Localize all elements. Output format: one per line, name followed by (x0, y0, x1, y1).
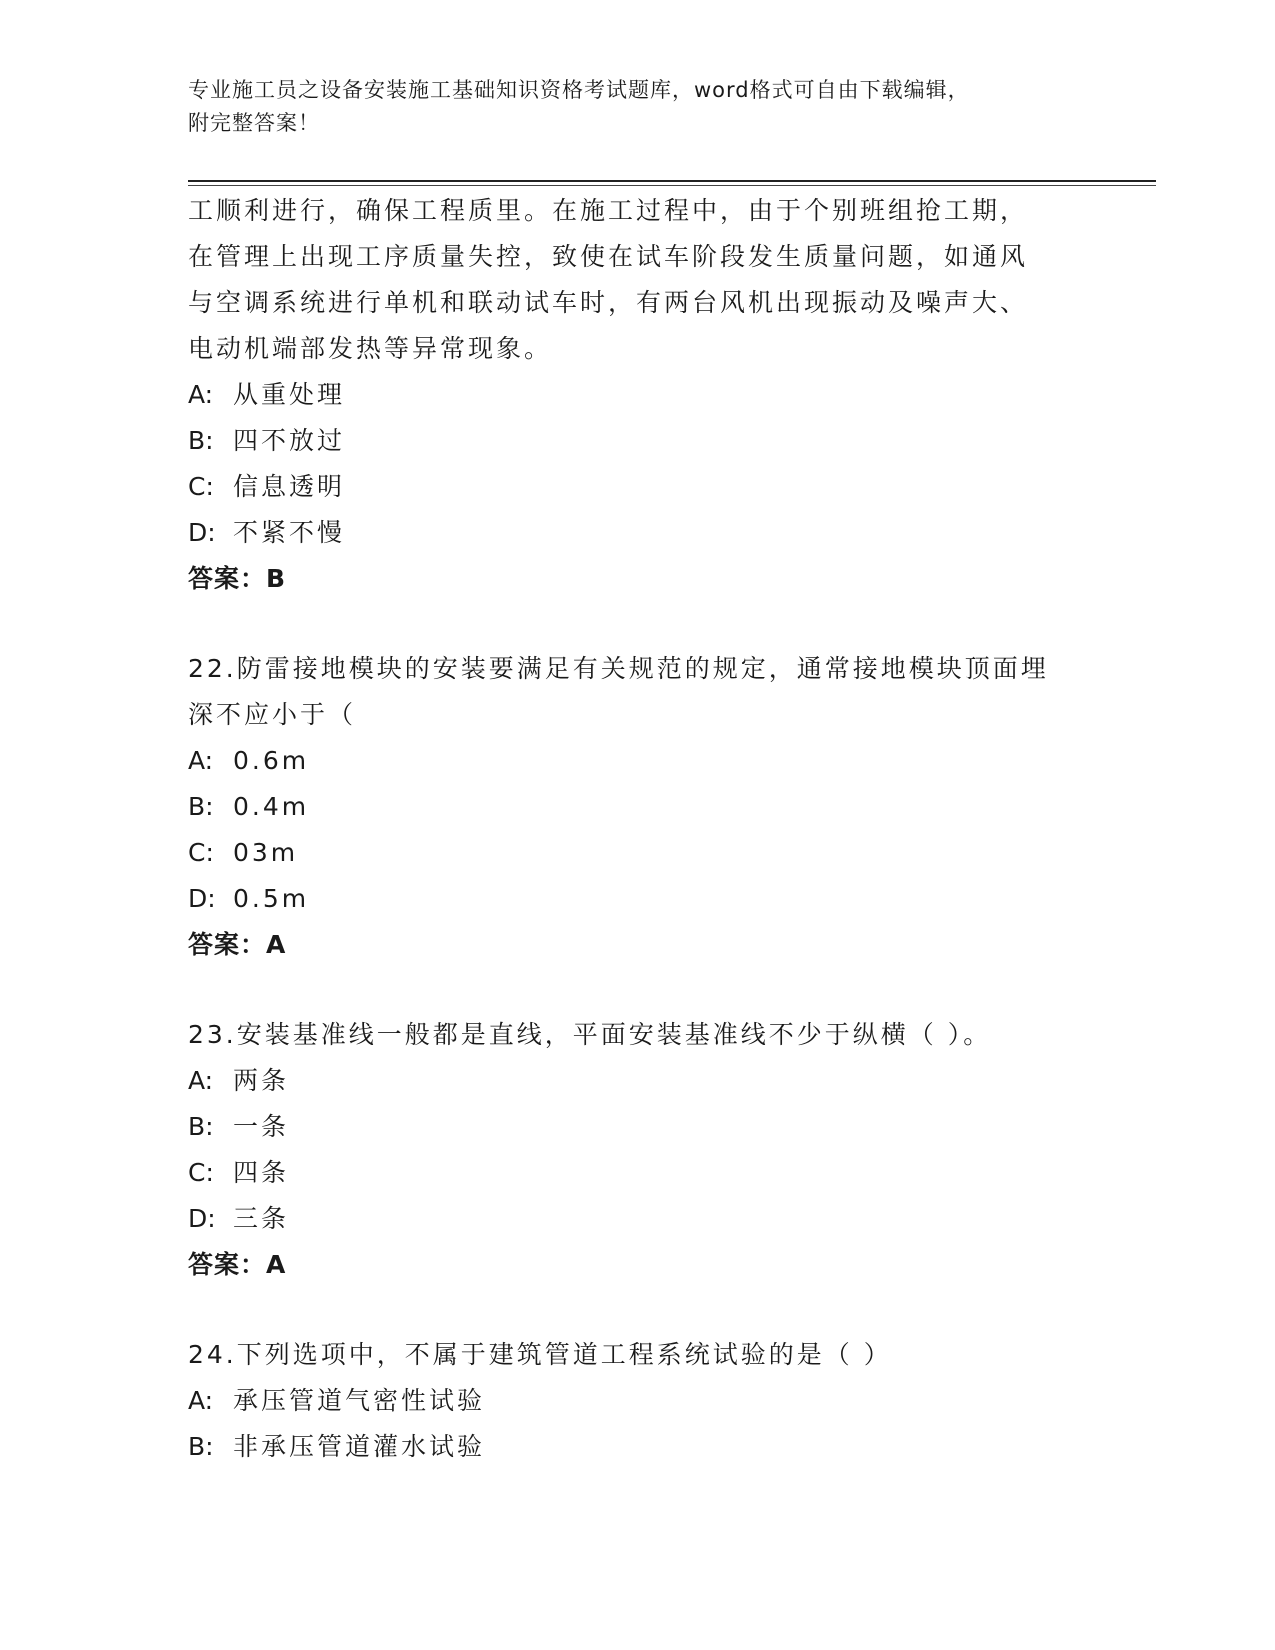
option-key: A: (188, 1386, 214, 1415)
option-text: 0.4m (233, 792, 310, 821)
option-key: A: (188, 746, 214, 775)
question-text-line: 22.防雷接地模块的安装要满足有关规范的规定，通常接地模块顶面埋 (188, 654, 1049, 683)
option-a (188, 738, 1088, 784)
option-a (188, 1058, 1088, 1104)
option-a (188, 372, 1088, 418)
answer-line: 答案：A (188, 930, 287, 959)
option-text: 03m (233, 838, 299, 867)
option-key: B: (188, 1432, 214, 1461)
option-c (188, 830, 1088, 876)
option-text: 两条 (233, 1066, 290, 1095)
option-text: 四条 (233, 1158, 290, 1187)
option-key: D: (188, 884, 216, 913)
question-content (188, 188, 1088, 1470)
question-text-line: 电动机端部发热等异常现象。 (188, 334, 553, 363)
option-key: D: (188, 518, 216, 547)
question-text-line: 23.安装基准线一般都是直线，平面安装基准线不少于纵横（ ）。 (188, 1020, 992, 1049)
answer-line: 答案：A (188, 1250, 287, 1279)
header-line-1: 专业施工员之设备安装施工基础知识资格考试题库，word格式可自由下载编辑， (188, 78, 970, 102)
option-b (188, 784, 1088, 830)
document-header (188, 74, 1068, 140)
option-b (188, 418, 1088, 464)
option-text: 0.5m (233, 884, 310, 913)
option-c (188, 1150, 1088, 1196)
option-text: 承压管道气密性试验 (233, 1386, 486, 1415)
option-key: B: (188, 1112, 214, 1141)
question-21 (188, 188, 1088, 602)
option-key: C: (188, 1158, 214, 1187)
header-rule-thin (188, 185, 1156, 186)
option-key: C: (188, 838, 214, 867)
option-key: B: (188, 792, 214, 821)
option-key: A: (188, 380, 214, 409)
question-text-line: 24.下列选项中，不属于建筑管道工程系统试验的是（ ） (188, 1340, 892, 1369)
question-text-line: 深不应小于（ (188, 700, 357, 729)
answer-line: 答案：B (188, 564, 287, 593)
option-d (188, 876, 1088, 922)
option-d (188, 510, 1088, 556)
option-b (188, 1104, 1088, 1150)
option-key: A: (188, 1066, 214, 1095)
header-line-2: 附完整答案！ (188, 111, 320, 135)
option-text: 信息透明 (233, 472, 346, 501)
question-text-line: 在管理上出现工序质量失控，致使在试车阶段发生质量问题，如通风 (188, 242, 1029, 271)
option-text: 0.6m (233, 746, 310, 775)
option-key: B: (188, 426, 214, 455)
option-text: 三条 (233, 1204, 290, 1233)
question-24 (188, 1332, 1088, 1470)
option-d (188, 1196, 1088, 1242)
option-text: 非承压管道灌水试验 (233, 1432, 486, 1461)
option-text: 一条 (233, 1112, 290, 1141)
option-key: C: (188, 472, 214, 501)
option-text: 不紧不慢 (233, 518, 346, 547)
question-23 (188, 1012, 1088, 1288)
option-b (188, 1424, 1088, 1470)
option-text: 从重处理 (233, 380, 346, 409)
option-key: D: (188, 1204, 216, 1233)
option-text: 四不放过 (233, 426, 346, 455)
option-a (188, 1378, 1088, 1424)
header-rule-thick (188, 180, 1156, 182)
question-text-line: 工顺利进行，确保工程质里。在施工过程中，由于个别班组抢工期， (188, 196, 1029, 225)
question-text-line: 与空调系统进行单机和联动试车时，有两台风机出现振动及噪声大、 (188, 288, 1029, 317)
option-c (188, 464, 1088, 510)
question-22 (188, 646, 1088, 968)
